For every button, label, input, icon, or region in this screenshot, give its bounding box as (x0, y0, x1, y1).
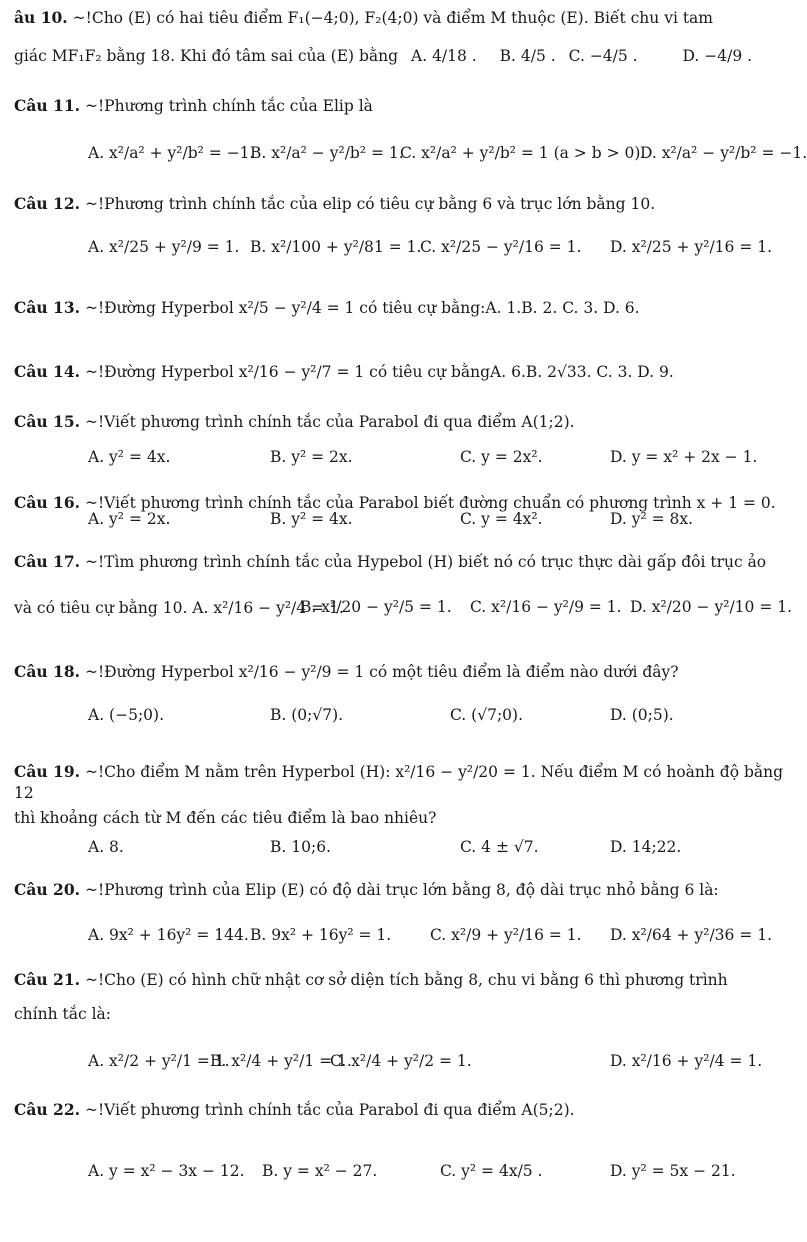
question-text: ~!Tìm phương trình chính tắc của Hypebol (H) biết nó có trục thực dài gấp đôi trục ảo (84, 553, 767, 571)
option-c: C. 4 ± √7. (460, 838, 539, 856)
question-text: ~!Đường Hyperbol x²/16 − y²/7 = 1 có tiêu cự bằngA. 6.B. 2√33. C. 3. D. 9. (84, 363, 674, 381)
question-text: ~!Phương trình của Elip (E) có độ dài trục lớn bằng 8, độ dài trục nhỏ bằng 6 là: (84, 881, 719, 899)
option-c: C. y = 2x². (460, 448, 543, 466)
question-number: Câu 16. (14, 493, 81, 512)
question-number: âu 10. (14, 8, 68, 27)
question-17 (14, 552, 795, 573)
question-text: ~!Cho (E) có hình chữ nhật cơ sở diện tích bằng 8, chu vi bằng 6 thì phương trình (84, 971, 728, 989)
option-a: A. y = x² − 3x − 12. (88, 1162, 245, 1180)
option-a: A. x²/a² + y²/b² = −1. (88, 144, 255, 162)
question-text: ~!Đường Hyperbol x²/5 − y²/4 = 1 có tiêu cự bằng:A. 1.B. 2. C. 3. D. 6. (84, 299, 640, 317)
option-a: A. x²/2 + y²/1 = 1. (88, 1052, 230, 1070)
question-text: ~!Viết phương trình chính tắc của Parabol biết đường chuẩn có phương trình x + 1 = 0. (84, 494, 776, 512)
question-text: giác MF₁F₂ bằng 18. Khi đó tâm sai của (E) bằng (14, 47, 399, 65)
option-a: A. 4/18 . (411, 47, 477, 65)
option-a: A. y² = 2x. (88, 510, 171, 528)
question-number: Câu 21. (14, 970, 81, 989)
question-number: Câu 20. (14, 880, 81, 899)
question-12 (14, 194, 795, 215)
question-10 (14, 8, 795, 29)
question-21 (14, 970, 795, 991)
option-c: C. x²/a² + y²/b² = 1 (a > b > 0). (400, 144, 646, 162)
question-number: Câu 11. (14, 96, 81, 115)
option-a: A. y² = 4x. (88, 448, 171, 466)
question-text: ~!Phương trình chính tắc của Elip là (84, 97, 373, 115)
option-c: C. x²/4 + y²/2 = 1. (330, 1052, 472, 1070)
question-20 (14, 880, 795, 901)
question-number: Câu 22. (14, 1100, 81, 1119)
option-d: D. x²/25 + y²/16 = 1. (610, 238, 773, 256)
option-a: A. x²/25 + y²/9 = 1. (88, 238, 240, 256)
option-b: B. 10;6. (270, 838, 331, 856)
option-b: B. x²/100 + y²/81 = 1. (250, 238, 422, 256)
option-c: C. x²/25 − y²/16 = 1. (420, 238, 582, 256)
question-18 (14, 662, 795, 683)
question-number: Câu 14. (14, 362, 81, 381)
option-d: D. y² = 8x. (610, 510, 694, 528)
option-a: A. (−5;0). (88, 706, 165, 724)
option-a: A. 8. (88, 838, 124, 856)
option-b: B. (0;√7). (270, 706, 344, 724)
option-b: B. x²/20 − y²/5 = 1. (300, 598, 452, 616)
option-d: D. x²/a² − y²/b² = −1. (640, 144, 807, 162)
option-c: C. −4/5 . (568, 47, 638, 65)
question-text: ~!Phương trình chính tắc của elip có tiêu cự bằng 6 và trục lớn bằng 10. (84, 195, 656, 213)
question-text: chính tắc là: (14, 1005, 112, 1023)
question-text: ~!Đường Hyperbol x²/16 − y²/9 = 1 có một tiêu điểm là điểm nào dưới đây? (84, 663, 679, 681)
option-c: C. x²/9 + y²/16 = 1. (430, 926, 582, 944)
option-b: B. 9x² + 16y² = 1. (250, 926, 392, 944)
option-d: D. y² = 5x − 21. (610, 1162, 736, 1180)
option-c: C. (√7;0). (450, 706, 524, 724)
option-b: B. x²/a² − y²/b² = 1. (250, 144, 404, 162)
question-text: thì khoảng cách từ M đến các tiêu điểm là bao nhiêu? (14, 809, 437, 827)
question-text: ~!Cho điểm M nằm trên Hyperbol (H): x²/16 − y²/20 = 1. Nếu điểm M có hoành độ bằng 12 (14, 763, 784, 802)
question-number: Câu 19. (14, 762, 81, 781)
question-21-line2 (14, 1004, 795, 1025)
question-number: Câu 12. (14, 194, 81, 213)
question-13 (14, 298, 795, 319)
option-b: B. y² = 2x. (270, 448, 353, 466)
question-19-line2 (14, 808, 795, 829)
option-a: A. 9x² + 16y² = 144. (88, 926, 249, 944)
question-22 (14, 1100, 795, 1121)
option-b: B. x²/4 + y²/1 = 1. (210, 1052, 352, 1070)
question-text: ~!Viết phương trình chính tắc của Parabol đi qua điểm A(1;2). (84, 413, 575, 431)
question-number: Câu 15. (14, 412, 81, 431)
option-d: D. x²/16 + y²/4 = 1. (610, 1052, 763, 1070)
option-b: B. y = x² − 27. (262, 1162, 378, 1180)
option-d: D. (0;5). (610, 706, 674, 724)
question-text: ~!Cho (E) có hai tiêu điểm F₁(−4;0), F₂(4;0) và điểm M thuộc (E). Biết chu vi tam (72, 9, 713, 27)
question-text: và có tiêu cự bằng 10. A. x²/16 − y²/4 = 1. (14, 599, 344, 617)
option-c: C. y² = 4x/5 . (440, 1162, 543, 1180)
question-11 (14, 96, 795, 117)
question-number: Câu 17. (14, 552, 81, 571)
question-19 (14, 762, 795, 804)
question-14 (14, 362, 795, 383)
option-c: C. x²/16 − y²/9 = 1. (470, 598, 622, 616)
option-d: D. x²/20 − y²/10 = 1. (630, 598, 793, 616)
question-text: ~!Viết phương trình chính tắc của Parabol đi qua điểm A(5;2). (84, 1101, 575, 1119)
option-d: D. 14;22. (610, 838, 682, 856)
question-number: Câu 18. (14, 662, 81, 681)
option-d: D. −4/9 . (682, 47, 753, 65)
option-d: D. y = x² + 2x − 1. (610, 448, 758, 466)
question-10-line2 (14, 46, 795, 67)
option-d: D. x²/64 + y²/36 = 1. (610, 926, 773, 944)
option-b: B. 4/5 . (499, 47, 556, 65)
question-15 (14, 412, 795, 433)
option-b: B. y² = 4x. (270, 510, 353, 528)
option-c: C. y = 4x². (460, 510, 543, 528)
question-number: Câu 13. (14, 298, 81, 317)
